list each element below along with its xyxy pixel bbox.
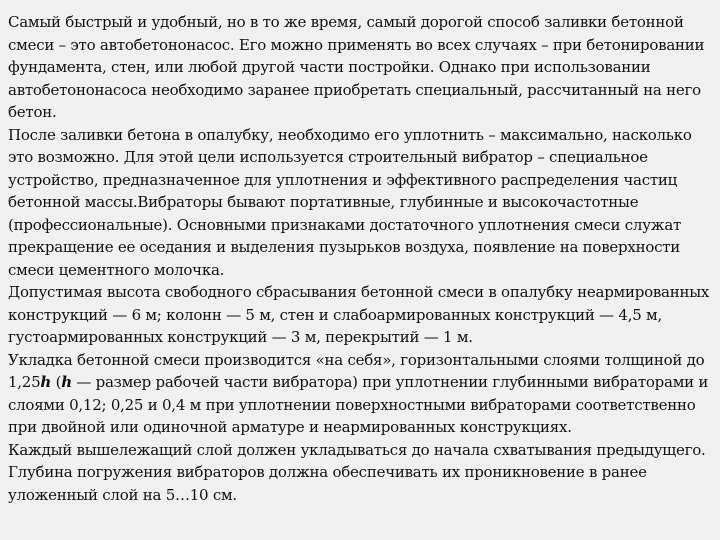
document-body: [8, 11, 714, 506]
h-symbol: h: [40, 373, 52, 391]
paragraph-layering: [8, 349, 714, 439]
layering-text-2: (: [51, 373, 62, 391]
paragraph-upper-layer: Каждый вышележащий слой должен укладываться до начала схватывания предыдущего.: [8, 440, 706, 459]
paragraph-compaction: После заливки бетона в опалубку, необходимо его уплотнить – максимально, насколько это возможно. Для этой цели используется строительный вибратор – специальное устройство, предназначенное для уплотнения и эффективного распределения частиц бетонной массы.Вибраторы бывают портативные, глубинные и высокочастотные (профессиональные). Основными признаками достаточного уплотнения смеси служат прекращение ее оседания и выделения пузырьков воздуха, появление на поверхности смеси цементного молочка.: [8, 125, 692, 279]
h-symbol: h: [61, 373, 72, 391]
layering-text-3: — размер рабочей части вибратора) при уплотнении глубинными вибраторами и слоями 0,12; 0,25 и 0,4 м при уплотнении поверхностными вибраторами соответственно при двойной или одиночной арматуре и неармированных конструкциях.: [8, 373, 709, 436]
paragraph-concrete-pump: Самый быстрый и удобный, но в то же время, самый дорогой способ заливки бетонной смеси – это автобетононасос. Его можно применять во всех случаях – при бетонировании фундамента, стен, или любой другой части постройки. Однако при использовании автобетононасоса необходимо заранее приобретать специальный, рассчитанный на него бетон.: [8, 13, 705, 121]
paragraph-vibrator-depth: Глубина погружения вибраторов должна обеспечивать их проникновение в ранее уложенный слой на 5…10 см.: [8, 463, 647, 504]
paragraph-drop-height: Допустимая высота свободного сбрасывания бетонной смеси в опалубку неармированных конструкций — 6 м; колонн — 5 м, стен и слабоармированных конструкций — 4,5 м, густоармированных конструкций — 3 м, перекрытий — 1 м.: [8, 283, 710, 346]
layering-text-1: Укладка бетонной смеси производится «на себя», горизонтальными слоями толщиной до 1,25: [8, 350, 705, 391]
